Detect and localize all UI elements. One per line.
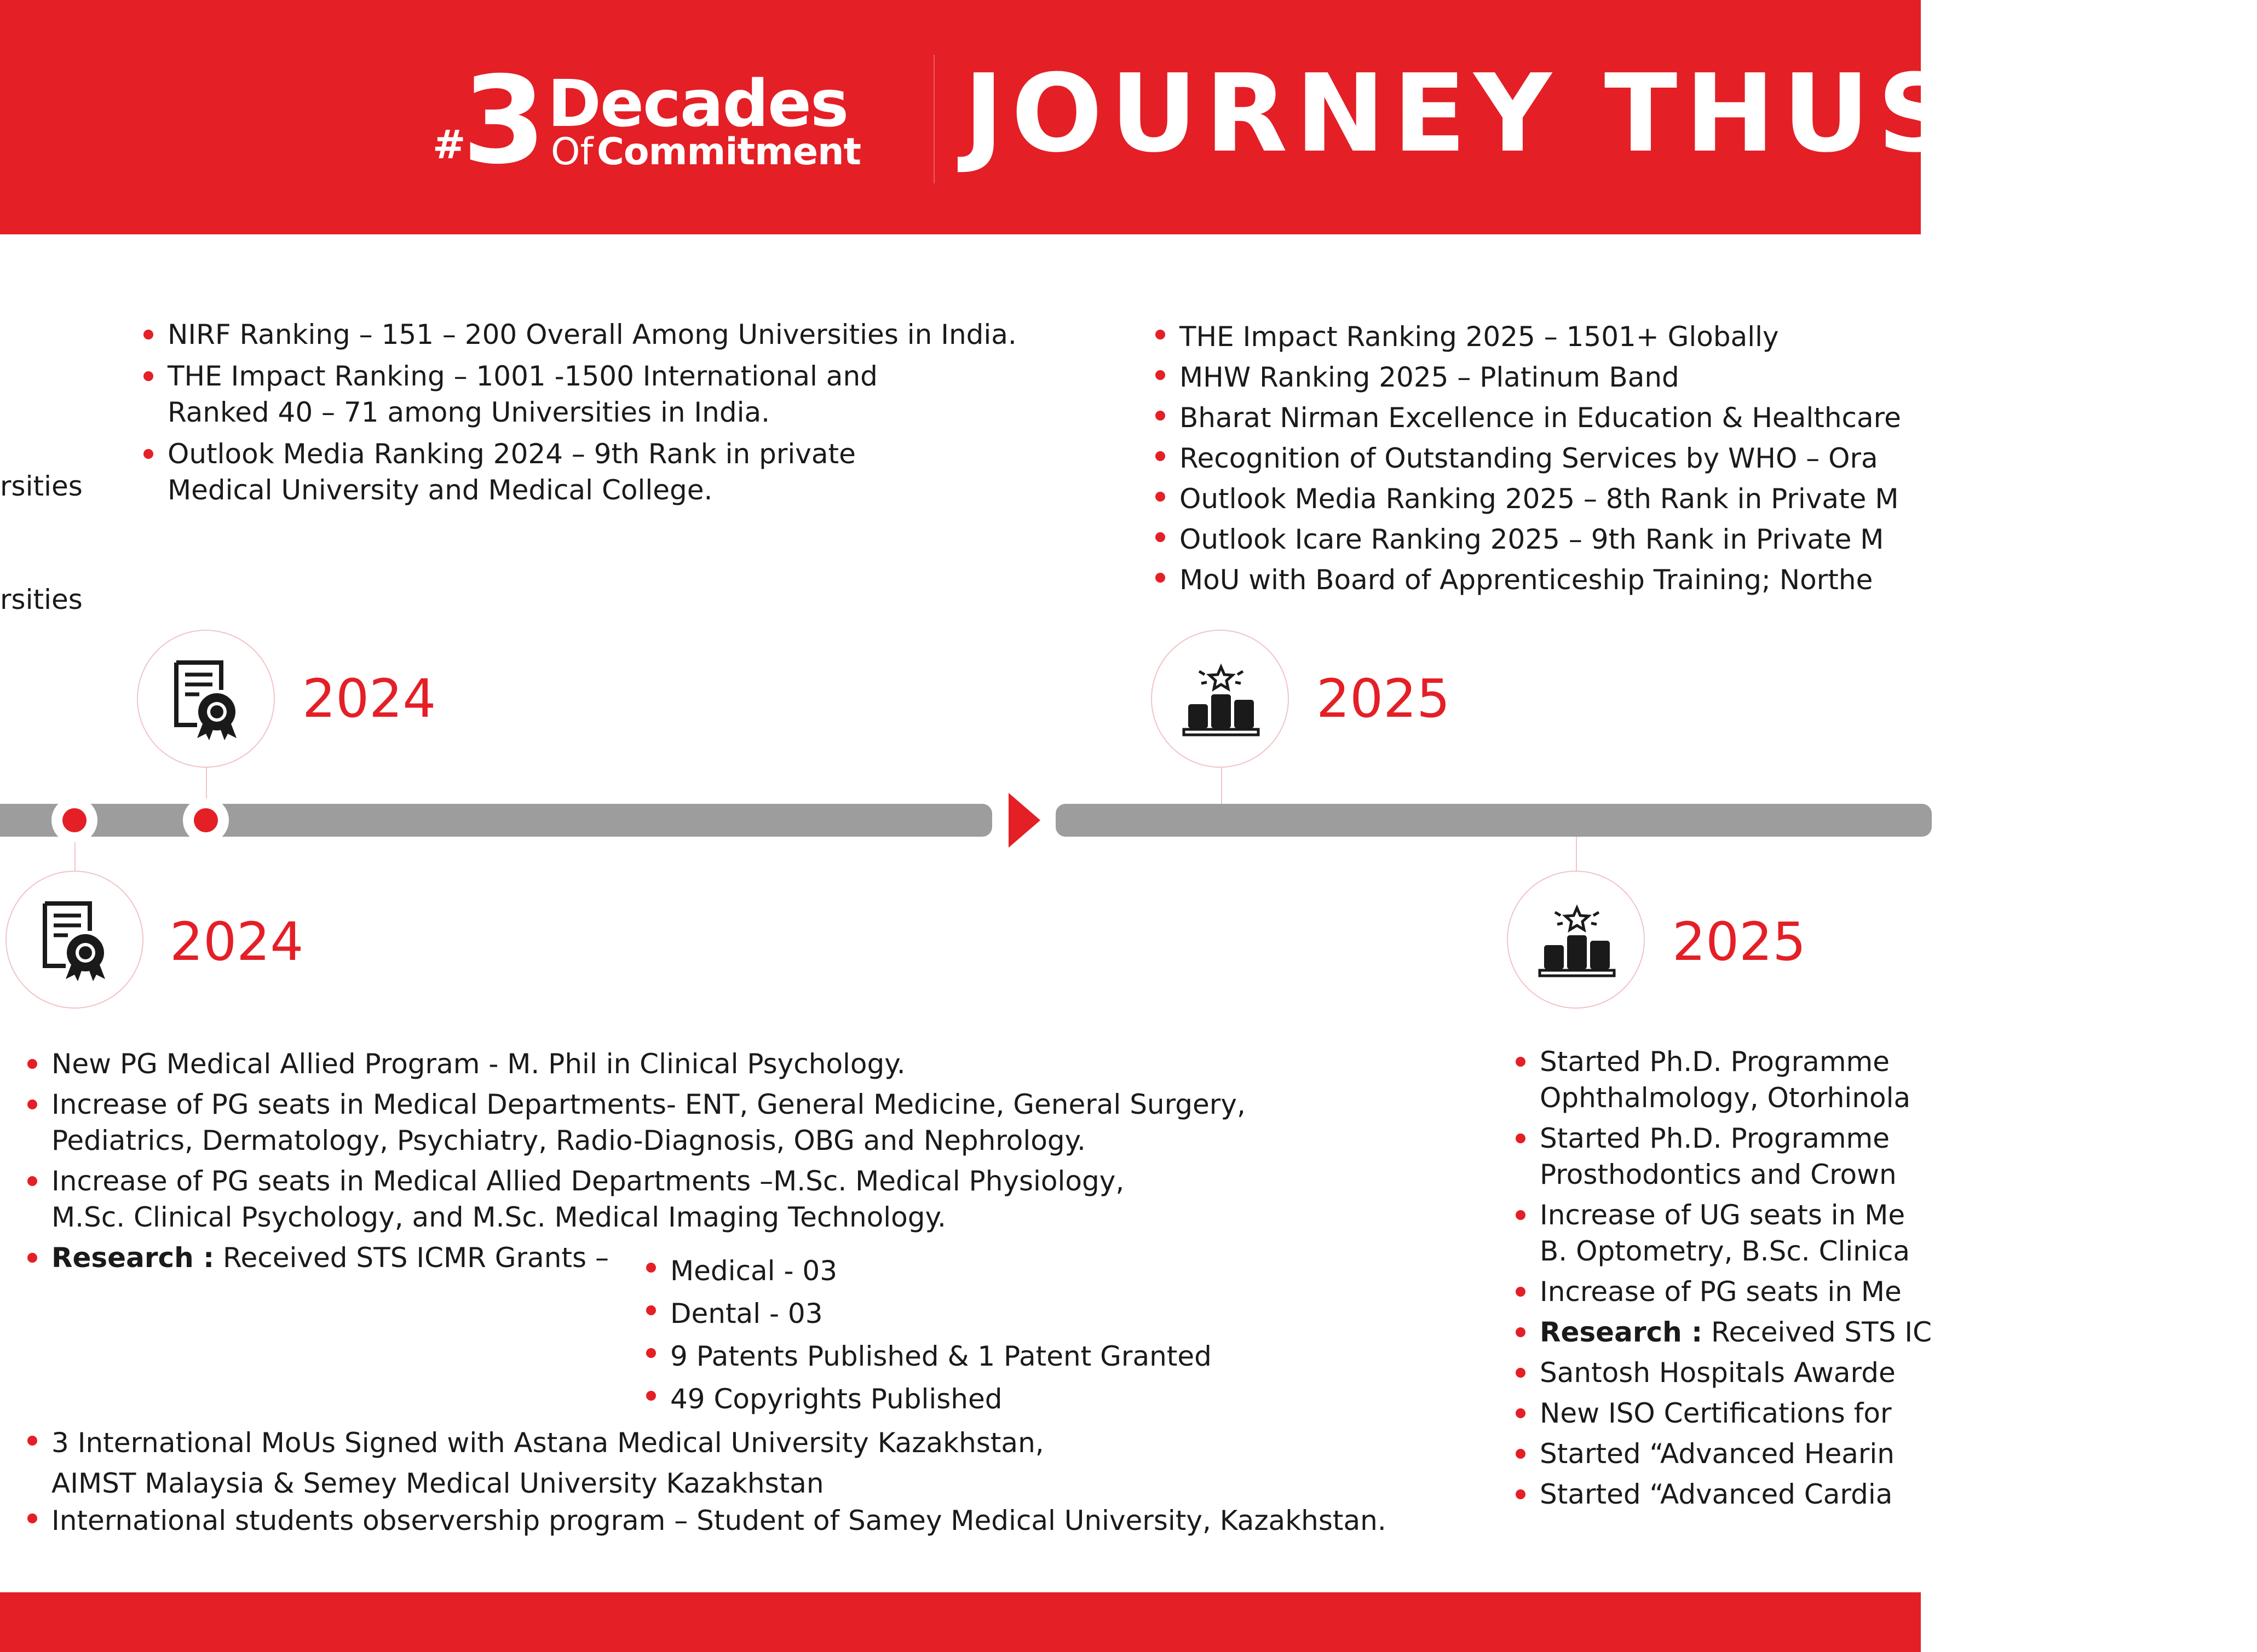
connector-line [1221, 768, 1222, 804]
list-item: THE Impact Ranking – 1001 -1500 International and Ranked 40 – 71 among Universities in India. [142, 358, 1017, 430]
list-item: Outlook Icare Ranking 2025 – 9th Rank in Private M [1154, 519, 1901, 560]
list-item: Started “Advanced Hearin [1515, 1436, 1932, 1472]
page-title: JOURNEY THUS FAR [964, 51, 2257, 176]
bottom-2024-list-continued [26, 1423, 1386, 1541]
list-item: Dental - 03 [645, 1292, 1212, 1335]
list-item: Outlook Media Ranking 2024 – 9th Rank in private Medical University and Medical College. [142, 436, 1017, 508]
list-item: 9 Patents Published & 1 Patent Granted [645, 1335, 1212, 1378]
timeline-marker [51, 797, 97, 843]
logo-number: 3 [462, 50, 546, 191]
list-item: 49 Copyrights Published [645, 1378, 1212, 1420]
year-label-2025-bottom: 2025 [1672, 911, 1806, 972]
milestone-2024-top [137, 630, 275, 768]
list-item: New PG Medical Allied Program - M. Phil in Clinical Psychology. [26, 1046, 1246, 1082]
top-2024-list [142, 316, 1017, 514]
header-divider [934, 55, 935, 183]
left-fragment-1: rsities [0, 470, 83, 502]
certificate-icon [169, 658, 245, 740]
brand-logo [433, 50, 861, 191]
connector-line [74, 842, 76, 871]
bottom-2024-list [26, 1046, 1246, 1280]
podium-icon [1183, 658, 1259, 740]
logo-hash: # [433, 122, 466, 168]
list-item: Increase of PG seats in Me [1515, 1274, 1932, 1310]
year-label-2024-top: 2024 [302, 668, 436, 729]
certificate-icon [37, 899, 114, 981]
list-item: Santosh Hospitals Awarde [1515, 1355, 1932, 1391]
list-item: Started Ph.D. Programme Prosthodontics and Crown [1515, 1120, 1932, 1193]
list-item: Recognition of Outstanding Services by WHO – Ora [1154, 438, 1901, 479]
left-fragment-2: rsities [0, 584, 83, 615]
research-sublist [645, 1250, 1212, 1420]
list-item: Medical - 03 [645, 1250, 1212, 1292]
list-item: Increase of UG seats in Me B. Optometry, B.Sc. Clinica [1515, 1197, 1932, 1269]
connector-line [206, 768, 207, 798]
list-item: Started Ph.D. Programme Ophthalmology, Otorhinola [1515, 1044, 1932, 1116]
timeline-marker [183, 797, 229, 843]
list-item: Research : Received STS IC [1515, 1314, 1932, 1350]
milestone-2025-bottom [1507, 871, 1645, 1009]
list-item: Increase of PG seats in Medical Allied Departments –M.Sc. Medical Physiology, M.Sc. Clinical Psychology, and M.Sc. Medical Imaging Technology. [26, 1163, 1246, 1235]
list-item: THE Impact Ranking 2025 – 1501+ Globally [1154, 316, 1901, 357]
list-item: NIRF Ranking – 151 – 200 Overall Among Universities in India. [142, 316, 1017, 353]
top-2025-list [1154, 316, 1901, 600]
podium-icon [1539, 899, 1615, 981]
logo-commitment: Commitment [597, 130, 861, 174]
connector-line [1576, 837, 1577, 871]
year-label-2024-bottom: 2024 [170, 911, 304, 972]
list-item: Bharat Nirman Excellence in Education & Healthcare [1154, 398, 1901, 438]
bottom-2025-list [1515, 1044, 1932, 1517]
list-item: MHW Ranking 2025 – Platinum Band [1154, 357, 1901, 398]
timeline-bar-left [0, 804, 992, 837]
list-item: Started “Advanced Cardia [1515, 1476, 1932, 1512]
logo-of: Of [551, 130, 594, 174]
milestone-2024-bottom [5, 871, 143, 1009]
list-item: Outlook Media Ranking 2025 – 8th Rank in Private M [1154, 479, 1901, 519]
list-item: 3 International MoUs Signed with Astana Medical University Kazakhstan, AIMST Malaysia & Semey Medical University Kazakhstan [26, 1423, 1386, 1504]
logo-decades: Decades [548, 66, 848, 141]
list-item: MoU with Board of Apprenticeship Training; Northe [1154, 560, 1901, 600]
list-item: International students observership program – Student of Samey Medical University, Kazakhstan. [26, 1500, 1386, 1541]
timeline-bar-right [1056, 804, 1932, 837]
list-item: Increase of PG seats in Medical Departments- ENT, General Medicine, General Surgery, Pediatrics, Dermatology, Psychiatry, Radio-Diagnosis, OBG and Nephrology. [26, 1086, 1246, 1159]
footer-band [0, 1592, 1921, 1652]
list-item: Research : Received STS ICMR Grants – [26, 1240, 1246, 1276]
timeline-arrow-icon [1009, 793, 1040, 848]
list-item: New ISO Certifications for [1515, 1395, 1932, 1431]
milestone-2025-top [1151, 630, 1289, 768]
year-label-2025-top: 2025 [1316, 668, 1450, 729]
